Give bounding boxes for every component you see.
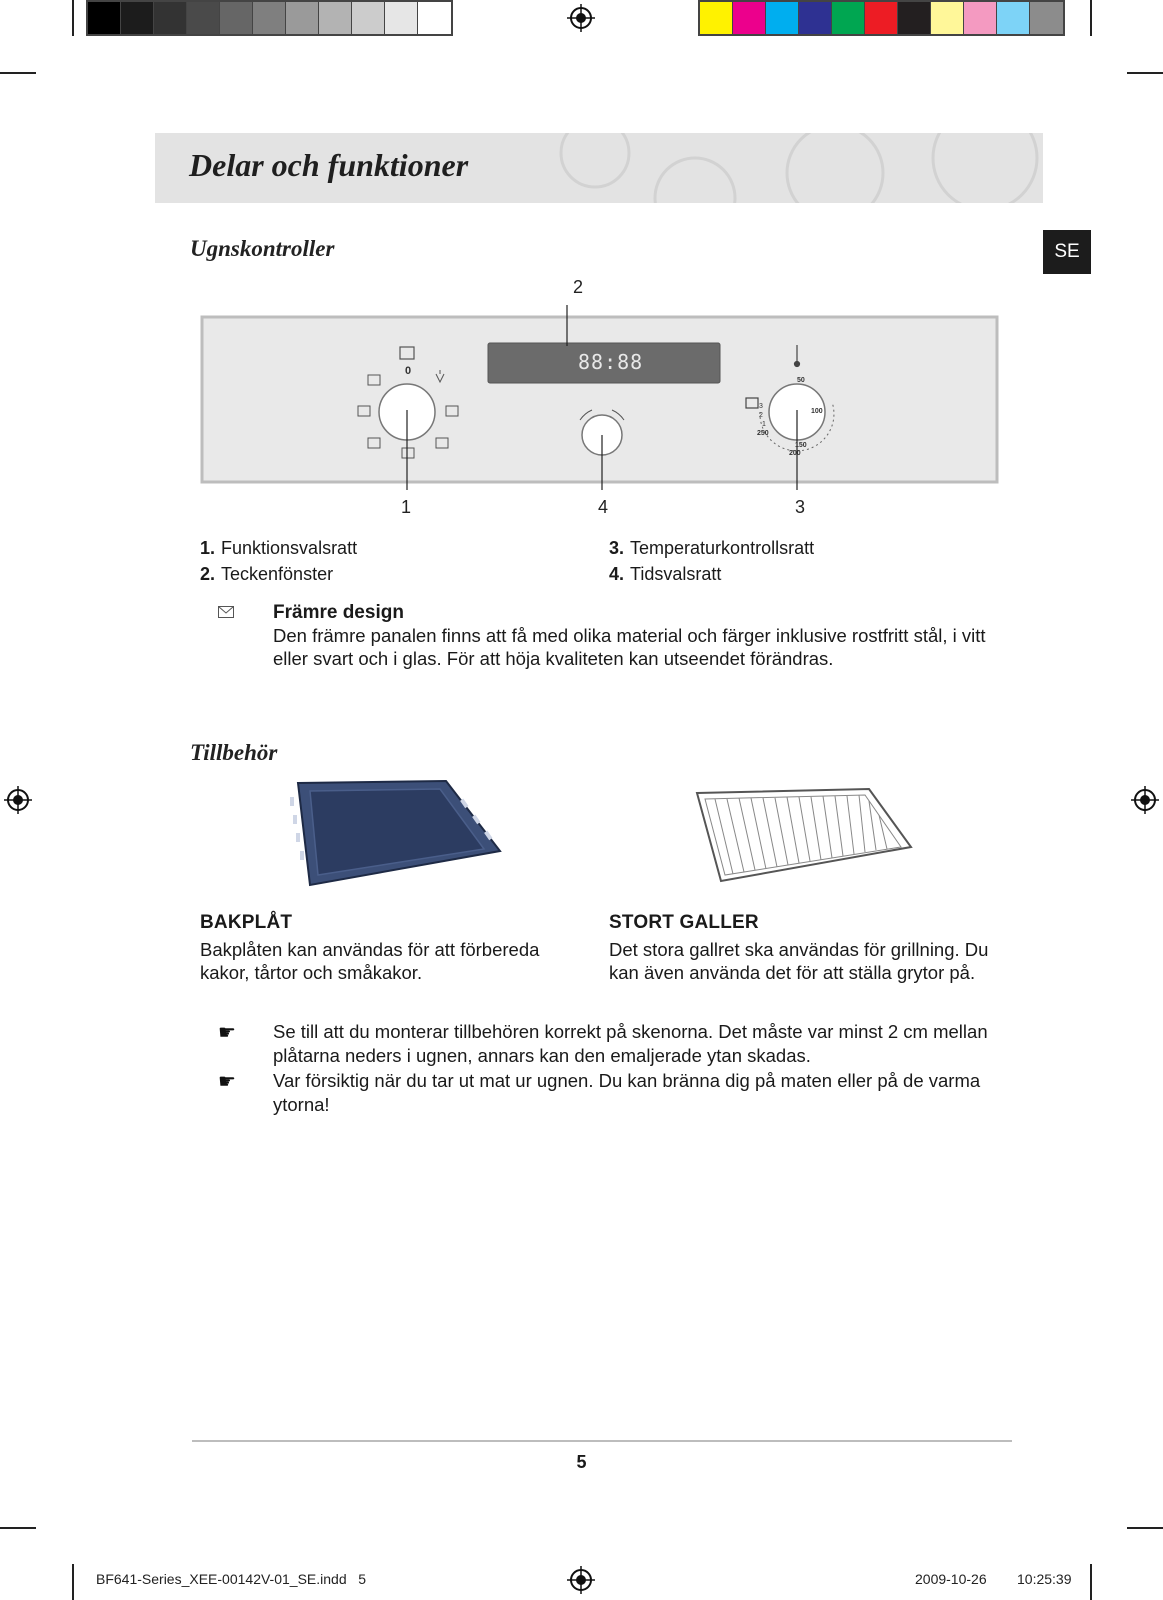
calibration-swatch (418, 2, 451, 34)
note-title: Främre design (273, 602, 404, 623)
section-title-accessories: Tillbehör (190, 740, 278, 765)
display-readout: 88:88 (578, 350, 644, 374)
crop-mark (72, 0, 74, 36)
wire-rack-icon (693, 785, 915, 885)
calibration-swatch (187, 2, 220, 34)
print-slug-date: 2009-10-26 (915, 1571, 987, 1587)
legend-item: 2. Teckenfönster (200, 564, 334, 584)
page-number: 5 (576, 1452, 587, 1472)
calibration-swatch (964, 2, 997, 34)
calibration-swatch (385, 2, 418, 34)
accessory-title-wire-rack: STORT GALLER (609, 912, 759, 933)
calibration-swatch (352, 2, 385, 34)
callout-function-knob: 1 (401, 497, 412, 517)
temp-scale-150: 150 (795, 442, 807, 449)
title-banner (155, 133, 1043, 203)
calibration-swatch (220, 2, 253, 34)
control-panel-diagram (200, 300, 1000, 500)
registration-mark-icon (1131, 786, 1159, 814)
legend-item: 4. Tidsvalsratt (609, 564, 722, 584)
calibration-swatch (865, 2, 898, 34)
calibration-swatch (733, 2, 766, 34)
accessory-desc-wire-rack: Det stora gallret ska användas för grillning. Du kan även använda det för att ställa grytor på. (609, 939, 989, 983)
legend-item: 3. Temperaturkontrollsratt (609, 538, 815, 558)
calibration-swatch (700, 2, 733, 34)
footer-divider (192, 1440, 1012, 1442)
warning-text: Se till att du monterar tillbehören korrekt på skenorna. Det måste var minst 2 cm mellan plåtarna neders i ugnen, annars kan den emaljerade ytan skadas. (273, 1021, 988, 1066)
temp-scale-50: 50 (797, 377, 805, 384)
calibration-swatch (1030, 2, 1063, 34)
callout-display: 2 (573, 277, 584, 297)
gray-calibration-bar (86, 0, 453, 36)
function-knob-zero-label: 0 (405, 365, 412, 377)
registration-mark-icon (567, 4, 595, 32)
accessory-title-baking-tray: BAKPLÅT (200, 912, 293, 933)
callout-timer-knob: 4 (598, 497, 609, 517)
tomato-watermark-icon (535, 133, 1043, 203)
calibration-swatch (931, 2, 964, 34)
calibration-swatch (88, 2, 121, 34)
calibration-swatch (832, 2, 865, 34)
page-title: Delar och funktioner (189, 147, 469, 183)
calibration-swatch (997, 2, 1030, 34)
calibration-swatch (319, 2, 352, 34)
temp-scale-100: 100 (811, 408, 823, 415)
temp-scale-250: 250 (757, 430, 769, 437)
print-slug-filename: BF641-Series_XEE-00142V-01_SE.indd 5 (96, 1571, 367, 1587)
calibration-swatch (121, 2, 154, 34)
legend-item: 1. Funktionsvalsratt (200, 538, 358, 558)
calibration-swatch (253, 2, 286, 34)
accessory-desc-baking-tray: Bakplåten kan användas för att förbereda kakor, tårtor och småkakor. (200, 939, 540, 983)
temp-scale-200: 200 (789, 450, 801, 457)
grill-level-3: 3 (759, 403, 763, 410)
baking-tray-icon (284, 777, 504, 889)
callout-temperature-knob: 3 (795, 497, 806, 517)
note-body: Den främre panalen finns att få med olika material och färger inklusive rostfritt stål, i vitt eller svart och i glas. För att höja kvaliteten kan utseendet förändras. (273, 625, 986, 669)
crop-mark (0, 1527, 36, 1529)
section-title-controls: Ugnskontroller (190, 236, 335, 261)
color-calibration-bar (698, 0, 1065, 36)
pointing-hand-icon: ☛ (218, 1022, 236, 1044)
grill-level-2: 2 (759, 412, 763, 419)
pointing-hand-icon: ☛ (218, 1071, 236, 1093)
warning-text: Var försiktig när du tar ut mat ur ugnen. Du kan bränna dig på maten eller på de varma ytorna! (273, 1070, 981, 1115)
note-icon (218, 606, 234, 618)
registration-mark-icon (4, 786, 32, 814)
print-slug-time: 10:25:39 (1017, 1571, 1072, 1587)
calibration-swatch (898, 2, 931, 34)
crop-mark (1090, 0, 1092, 36)
crop-mark (1090, 1564, 1092, 1600)
calibration-swatch (154, 2, 187, 34)
registration-mark-icon (567, 1566, 595, 1594)
calibration-swatch (286, 2, 319, 34)
calibration-swatch (766, 2, 799, 34)
calibration-swatch (799, 2, 832, 34)
language-badge: SE (1043, 230, 1091, 274)
crop-mark (1127, 72, 1163, 74)
crop-mark (1127, 1527, 1163, 1529)
grill-level-1: 1 (762, 421, 766, 428)
crop-mark (72, 1564, 74, 1600)
crop-mark (0, 72, 36, 74)
